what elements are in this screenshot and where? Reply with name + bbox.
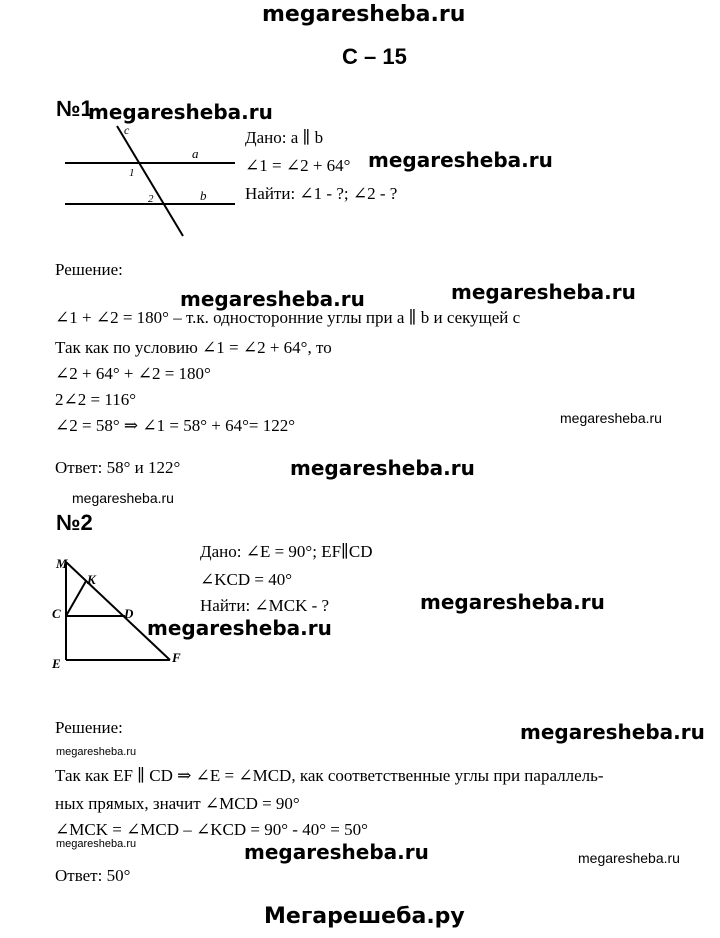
label-angle-2: 2 xyxy=(148,193,154,205)
solution-label: Решение: xyxy=(55,260,123,279)
given-line-1: Дано: a ∥ b xyxy=(245,128,324,147)
given-line-2: ∠1 = ∠2 + 64° xyxy=(245,156,351,175)
solution-line: ∠2 + 64° + ∠2 = 180° xyxy=(55,364,211,383)
watermark: megaresheba.ru xyxy=(290,456,475,480)
watermark: megaresheba.ru xyxy=(56,838,137,850)
find-line: Найти: ∠MCK - ? xyxy=(200,596,330,615)
side-MF xyxy=(66,562,170,660)
site-title: megaresheba.ru xyxy=(262,2,466,27)
label-D: D xyxy=(124,606,134,621)
watermark: megaresheba.ru xyxy=(578,850,680,866)
watermark: megaresheba.ru xyxy=(420,590,605,614)
footer-site: Мегарешеба.ру xyxy=(264,904,465,929)
solution-line: 2∠2 = 116° xyxy=(55,390,136,409)
secant-c xyxy=(117,126,183,236)
solution-line: Так как по условию ∠1 = ∠2 + 64°, то xyxy=(55,338,332,357)
watermark: megaresheba.ru xyxy=(180,287,365,311)
watermark: megaresheba.ru xyxy=(56,746,137,758)
label-M: M xyxy=(56,556,68,571)
solution-line: ∠MCK = ∠MCD – ∠KCD = 90° - 40° = 50° xyxy=(55,820,368,839)
solution-label: Решение: xyxy=(55,718,123,737)
watermark: megaresheba.ru xyxy=(520,720,705,744)
triangle-figure xyxy=(48,552,193,672)
find-line: Найти: ∠1 - ?; ∠2 - ? xyxy=(245,184,398,203)
label-angle-1: 1 xyxy=(129,167,135,179)
section-title: С – 15 xyxy=(342,44,407,69)
label-a: a xyxy=(192,146,199,161)
label-F: F xyxy=(172,650,181,665)
label-C: C xyxy=(52,606,61,621)
watermark: megaresheba.ru xyxy=(451,280,636,304)
solution-line: ∠2 = 58° ⇒ ∠1 = 58° + 64°= 122° xyxy=(55,416,296,435)
label-b: b xyxy=(200,188,207,203)
watermark: megaresheba.ru xyxy=(244,840,429,864)
watermark: megaresheba.ru xyxy=(368,148,553,172)
solution-line: ных прямых, значит ∠MCD = 90° xyxy=(55,794,300,813)
watermark: megaresheba.ru xyxy=(560,410,662,426)
given-line-1: Дано: ∠E = 90°; EF∥CD xyxy=(200,542,373,561)
given-line-2: ∠KCD = 40° xyxy=(200,570,293,589)
label-K: K xyxy=(87,572,96,587)
solution-line: Так как EF ∥ CD ⇒ ∠E = ∠MCD, как соответственные углы при параллель- xyxy=(55,766,604,785)
segment-CK xyxy=(66,581,86,616)
answer: Ответ: 50° xyxy=(55,866,131,885)
solution-line: ∠1 + ∠2 = 180° – т.к. односторонние углы при a ∥ b и секущей c xyxy=(55,308,521,327)
parallel-lines-figure xyxy=(55,120,255,245)
problem-1-number: №1 xyxy=(56,96,93,121)
problem-2-number: №2 xyxy=(56,510,93,535)
label-E: E xyxy=(52,656,61,671)
answer: Ответ: 58° и 122° xyxy=(55,458,181,477)
watermark: megaresheba.ru xyxy=(72,490,174,506)
label-c: c xyxy=(124,123,130,137)
watermark: megaresheba.ru xyxy=(147,616,332,640)
watermark: megaresheba.ru xyxy=(88,100,273,124)
